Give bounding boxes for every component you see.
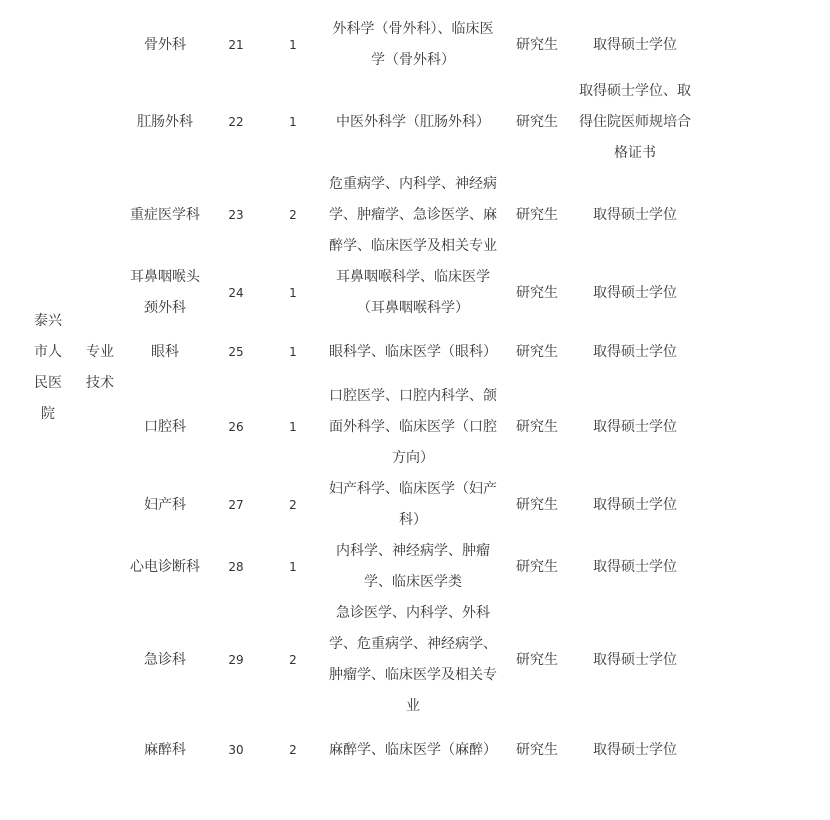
education-cell: 研究生 bbox=[516, 343, 558, 360]
degree-requirement-cell: 取得硕士学位 bbox=[593, 558, 677, 575]
degree-requirement-cell: 取得硕士学位 bbox=[593, 36, 677, 53]
headcount-cell: 1 bbox=[289, 285, 297, 300]
degree-requirement-cell: 取得硕士学位 bbox=[593, 206, 677, 223]
degree-requirement-cell: 取得硕士学位 bbox=[593, 496, 677, 513]
degree-requirement-cell: 取得硕士学位 bbox=[593, 651, 677, 668]
education-cell: 研究生 bbox=[516, 113, 558, 130]
headcount-cell: 1 bbox=[289, 114, 297, 129]
degree-requirement-cell: 取得硕士学位 bbox=[593, 741, 677, 758]
major-cell: 中医外科学（肛肠外科） bbox=[336, 113, 490, 130]
department-cell: 眼科 bbox=[151, 343, 179, 360]
degree-requirement-cell: 取得硕士学位 bbox=[593, 343, 677, 360]
department-cell: 口腔科 bbox=[144, 418, 186, 435]
department-cell: 肛肠外科 bbox=[137, 113, 193, 130]
department-cell: 麻醉科 bbox=[144, 741, 186, 758]
position-category-cell: 专业技术 bbox=[86, 344, 114, 391]
position-code-cell: 27 bbox=[228, 497, 244, 512]
position-code-cell: 28 bbox=[228, 559, 244, 574]
degree-requirement-cell: 取得硕士学位 bbox=[593, 418, 677, 435]
education-cell: 研究生 bbox=[516, 558, 558, 575]
department-cell: 骨外科 bbox=[144, 36, 186, 53]
department-cell: 心电诊断科 bbox=[130, 558, 200, 575]
education-cell: 研究生 bbox=[516, 741, 558, 758]
position-code-cell: 26 bbox=[228, 419, 244, 434]
major-cell: 急诊医学、内科学、外科学、危重病学、神经病学、肿瘤学、临床医学及相关专业 bbox=[329, 605, 497, 714]
education-cell: 研究生 bbox=[516, 651, 558, 668]
position-code-cell: 30 bbox=[228, 742, 244, 757]
position-code-cell: 22 bbox=[228, 114, 244, 129]
education-cell: 研究生 bbox=[516, 418, 558, 435]
hospital-name-cell: 泰兴市人民医院 bbox=[34, 313, 62, 422]
headcount-cell: 1 bbox=[289, 37, 297, 52]
headcount-cell: 2 bbox=[289, 497, 297, 512]
degree-requirement-cell: 取得硕士学位 bbox=[593, 284, 677, 301]
major-cell: 眼科学、临床医学（眼科） bbox=[329, 343, 497, 360]
education-cell: 研究生 bbox=[516, 206, 558, 223]
major-cell: 口腔医学、口腔内科学、颌面外科学、临床医学（口腔方向） bbox=[329, 387, 497, 466]
department-cell: 急诊科 bbox=[144, 651, 186, 668]
headcount-cell: 2 bbox=[289, 207, 297, 222]
major-cell: 内科学、神经病学、肿瘤学、临床医学类 bbox=[336, 543, 490, 590]
education-cell: 研究生 bbox=[516, 36, 558, 53]
degree-requirement-cell: 取得硕士学位、取得住院医师规培合格证书 bbox=[579, 82, 691, 161]
education-cell: 研究生 bbox=[516, 496, 558, 513]
major-cell: 耳鼻咽喉科学、临床医学（耳鼻咽喉科学） bbox=[336, 269, 490, 316]
position-code-cell: 29 bbox=[228, 652, 244, 667]
position-code-cell: 23 bbox=[228, 207, 244, 222]
education-cell: 研究生 bbox=[516, 284, 558, 301]
position-code-cell: 25 bbox=[228, 344, 244, 359]
major-cell: 危重病学、内科学、神经病学、肿瘤学、急诊医学、麻醉学、临床医学及相关专业 bbox=[329, 175, 497, 254]
headcount-cell: 1 bbox=[289, 419, 297, 434]
department-cell: 重症医学科 bbox=[130, 206, 200, 223]
department-cell: 妇产科 bbox=[144, 496, 186, 513]
position-code-cell: 24 bbox=[228, 285, 244, 300]
headcount-cell: 2 bbox=[289, 652, 297, 667]
headcount-cell: 1 bbox=[289, 559, 297, 574]
major-cell: 麻醉学、临床医学（麻醉） bbox=[329, 741, 497, 758]
headcount-cell: 1 bbox=[289, 344, 297, 359]
major-cell: 外科学（骨外科）、临床医学（骨外科） bbox=[332, 21, 494, 68]
major-cell: 妇产科学、临床医学（妇产科） bbox=[329, 481, 497, 528]
position-code-cell: 21 bbox=[228, 37, 244, 52]
headcount-cell: 2 bbox=[289, 742, 297, 757]
department-cell: 耳鼻咽喉头颈外科 bbox=[130, 269, 200, 316]
